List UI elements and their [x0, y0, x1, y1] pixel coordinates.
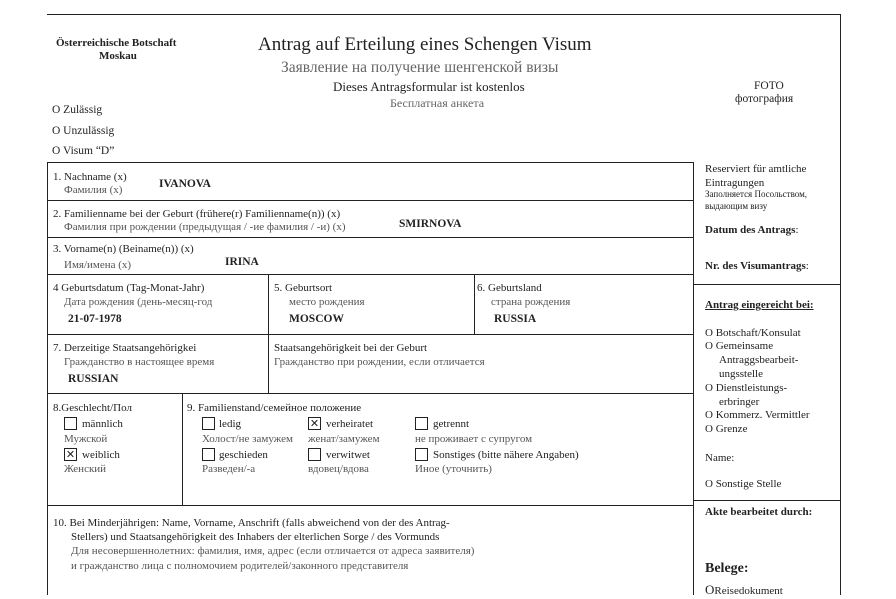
main-left-border	[47, 162, 48, 595]
divider-4-5	[268, 274, 269, 334]
application-number-row	[705, 260, 809, 273]
embassy-name: Österreichische Botschaft	[56, 37, 177, 49]
field-7-label: 7. Derzeitige Staatsangehörigkei	[53, 342, 197, 354]
divider-5-6	[474, 274, 475, 334]
divorced-label-ru: Разведен/-а	[202, 463, 256, 475]
sidebar-divider-2	[694, 500, 840, 501]
row-line-3	[47, 274, 694, 275]
travel-document-row[interactable]	[705, 581, 783, 599]
option-service-provider[interactable]: O Dienstleistungs-	[705, 382, 788, 394]
female-checkbox[interactable]: ✕	[65, 448, 76, 461]
photo-label: FOTO	[754, 80, 784, 92]
field-6-label-ru: страна рождения	[491, 296, 571, 308]
single-label: ledig	[219, 418, 241, 430]
option-embassy[interactable]: O Botschaft/Konsulat	[705, 327, 801, 339]
field-5-label-ru: место рождения	[289, 296, 365, 308]
female-label: weiblich	[82, 449, 120, 461]
reserved-label-ru-1: Заполняется Посольством,	[705, 189, 808, 199]
embassy-city: Moskau	[99, 50, 137, 62]
name-label: Name:	[705, 452, 735, 464]
row-line-4	[47, 334, 694, 335]
divorced-label: geschieden	[219, 449, 268, 461]
row-line-1	[47, 200, 694, 201]
birth-place-value[interactable]: MOSCOW	[289, 313, 344, 325]
field-10-line4: и гражданство лица с полномочием родителей/законного представителя	[71, 560, 409, 572]
reserved-label-1: Reserviert für amtliche	[705, 163, 807, 175]
processed-by-label: Akte bearbeitet durch:	[705, 506, 813, 518]
birth-surname-value[interactable]: SMIRNOVA	[399, 218, 462, 230]
field-4-label: 4 Geburtsdatum (Tag-Monat-Jahr)	[53, 282, 205, 294]
main-right-border	[693, 162, 694, 595]
photo-label-ru: фотография	[735, 93, 794, 105]
option-other-office[interactable]: O Sonstige Stelle	[705, 478, 782, 490]
widowed-checkbox[interactable]	[308, 448, 321, 461]
field-9-label: 9. Familienstand/семейное положение	[187, 402, 362, 414]
male-label-ru: Мужской	[64, 433, 108, 445]
other-status-label-ru: Иное (уточнить)	[415, 463, 492, 475]
widowed-label-ru: вдовец/вдова	[308, 463, 369, 475]
option-border[interactable]: O Grenze	[705, 423, 748, 435]
male-label: männlich	[82, 418, 123, 430]
separated-label: getrennt	[433, 418, 470, 430]
field-7-label-ru: Гражданство в настоящее время	[64, 356, 215, 368]
birth-country-value[interactable]: RUSSIA	[494, 313, 537, 325]
option-common-center-2: Antraggsbearbeit-	[719, 354, 799, 366]
option-admissible[interactable]: O Zulässig	[52, 104, 103, 116]
application-date-label: Datum des Antrags	[705, 224, 796, 236]
field-1-label: 1. Nachname (x)	[53, 171, 127, 183]
married-label-ru: женат/замужем	[308, 433, 380, 445]
option-service-provider-2: erbringer	[719, 396, 760, 408]
married-label: verheiratet	[326, 418, 374, 430]
field-10-line1: 10. Bei Minderjährigen: Name, Vorname, Anschrift (falls abweichend von der des Antrag-	[53, 517, 450, 529]
form-title: Antrag auf Erteilung eines Schengen Visum	[258, 34, 592, 55]
submitted-at-label: Antrag eingereicht bei:	[705, 299, 814, 311]
free-note-ru: Бесплатная анкета	[390, 96, 485, 110]
separated-checkbox[interactable]	[415, 417, 428, 430]
documents-label: Belege:	[705, 561, 749, 576]
travel-document-option-mark[interactable]: O	[705, 582, 715, 597]
sidebar-divider-1	[694, 284, 840, 285]
field-3-label-ru: Имя/имена (x)	[64, 259, 132, 271]
travel-document-label: Reisedokument	[714, 585, 783, 597]
first-name-value[interactable]: IRINA	[225, 256, 259, 268]
field-3-label: 3. Vorname(n) (Beiname(n)) (x)	[53, 243, 194, 255]
field-2-label-ru: Фамилия при рождении (предыдущая / -ие фамилия / -и) (x)	[64, 221, 346, 233]
row-line-5	[47, 393, 694, 394]
other-status-checkbox[interactable]	[415, 448, 428, 461]
field-10-line2: Stellers) und Staatsangehörigkeit des Inhabers der elterlichen Sorge / des Vormunds	[71, 531, 440, 543]
single-checkbox[interactable]	[202, 417, 215, 430]
married-checkbox[interactable]: ✕	[309, 417, 320, 430]
row-line-2	[47, 237, 694, 238]
option-inadmissible[interactable]: O Unzulässig	[52, 125, 115, 137]
female-label-ru: Женский	[64, 463, 107, 475]
single-label-ru: Холост/не замужем	[202, 433, 293, 445]
option-visa-d[interactable]: O Visum “D”	[52, 145, 115, 157]
field-1-label-ru: Фамилия (x)	[64, 184, 123, 196]
field-10-line3: Для несовершеннолетних: фамилия, имя, адрес (если отличается от адреса заявителя)	[71, 545, 475, 557]
reserved-label-2: Eintragungen	[705, 177, 765, 189]
field-8-label: 8.Geschlecht/Пол	[53, 402, 132, 414]
application-date-colon: :	[795, 224, 799, 236]
divider-8-9	[182, 393, 183, 505]
field-6-label: 6. Geburtsland	[477, 282, 542, 294]
row-line-6	[47, 505, 694, 506]
nationality-value[interactable]: RUSSIAN	[68, 373, 119, 385]
top-border	[47, 14, 840, 15]
other-status-label: Sonstiges (bitte nähere Angaben)	[433, 449, 579, 461]
option-commercial[interactable]: O Kommerz. Vermittler	[705, 409, 810, 421]
application-date-row	[705, 224, 799, 237]
field-4-label-ru: Дата рождения (день-месяц-год	[64, 296, 213, 308]
form-title-ru: Заявление на получение шенгенской визы	[281, 59, 559, 76]
right-border	[840, 14, 841, 595]
field-7b-label-ru: Гражданство при рождении, если отличается	[274, 356, 485, 368]
birth-date-value[interactable]: 21-07-1978	[68, 313, 122, 325]
field-2-label: 2. Familienname bei der Geburt (frühere(r) Familienname(n)) (x)	[53, 208, 341, 220]
application-number-colon: :	[805, 260, 809, 272]
application-number-label: Nr. des Visumantrags	[705, 260, 806, 272]
field-7b-label: Staatsangehörigkeit bei der Geburt	[274, 342, 428, 354]
widowed-label: verwitwet	[326, 449, 370, 461]
row-line-0	[47, 162, 694, 163]
male-checkbox[interactable]	[64, 417, 77, 430]
surname-value[interactable]: IVANOVA	[159, 178, 211, 190]
option-common-center-3: ungsstelle	[719, 368, 763, 380]
free-note: Dieses Antragsformular ist kostenlos	[333, 79, 525, 94]
option-common-center[interactable]: O Gemeinsame	[705, 340, 774, 352]
divider-7	[268, 334, 269, 393]
field-5-label: 5. Geburtsort	[274, 282, 333, 294]
reserved-label-ru-2: выдающим визу	[705, 201, 768, 211]
separated-label-ru: не проживает с супругом	[415, 433, 533, 445]
divorced-checkbox[interactable]	[202, 448, 215, 461]
